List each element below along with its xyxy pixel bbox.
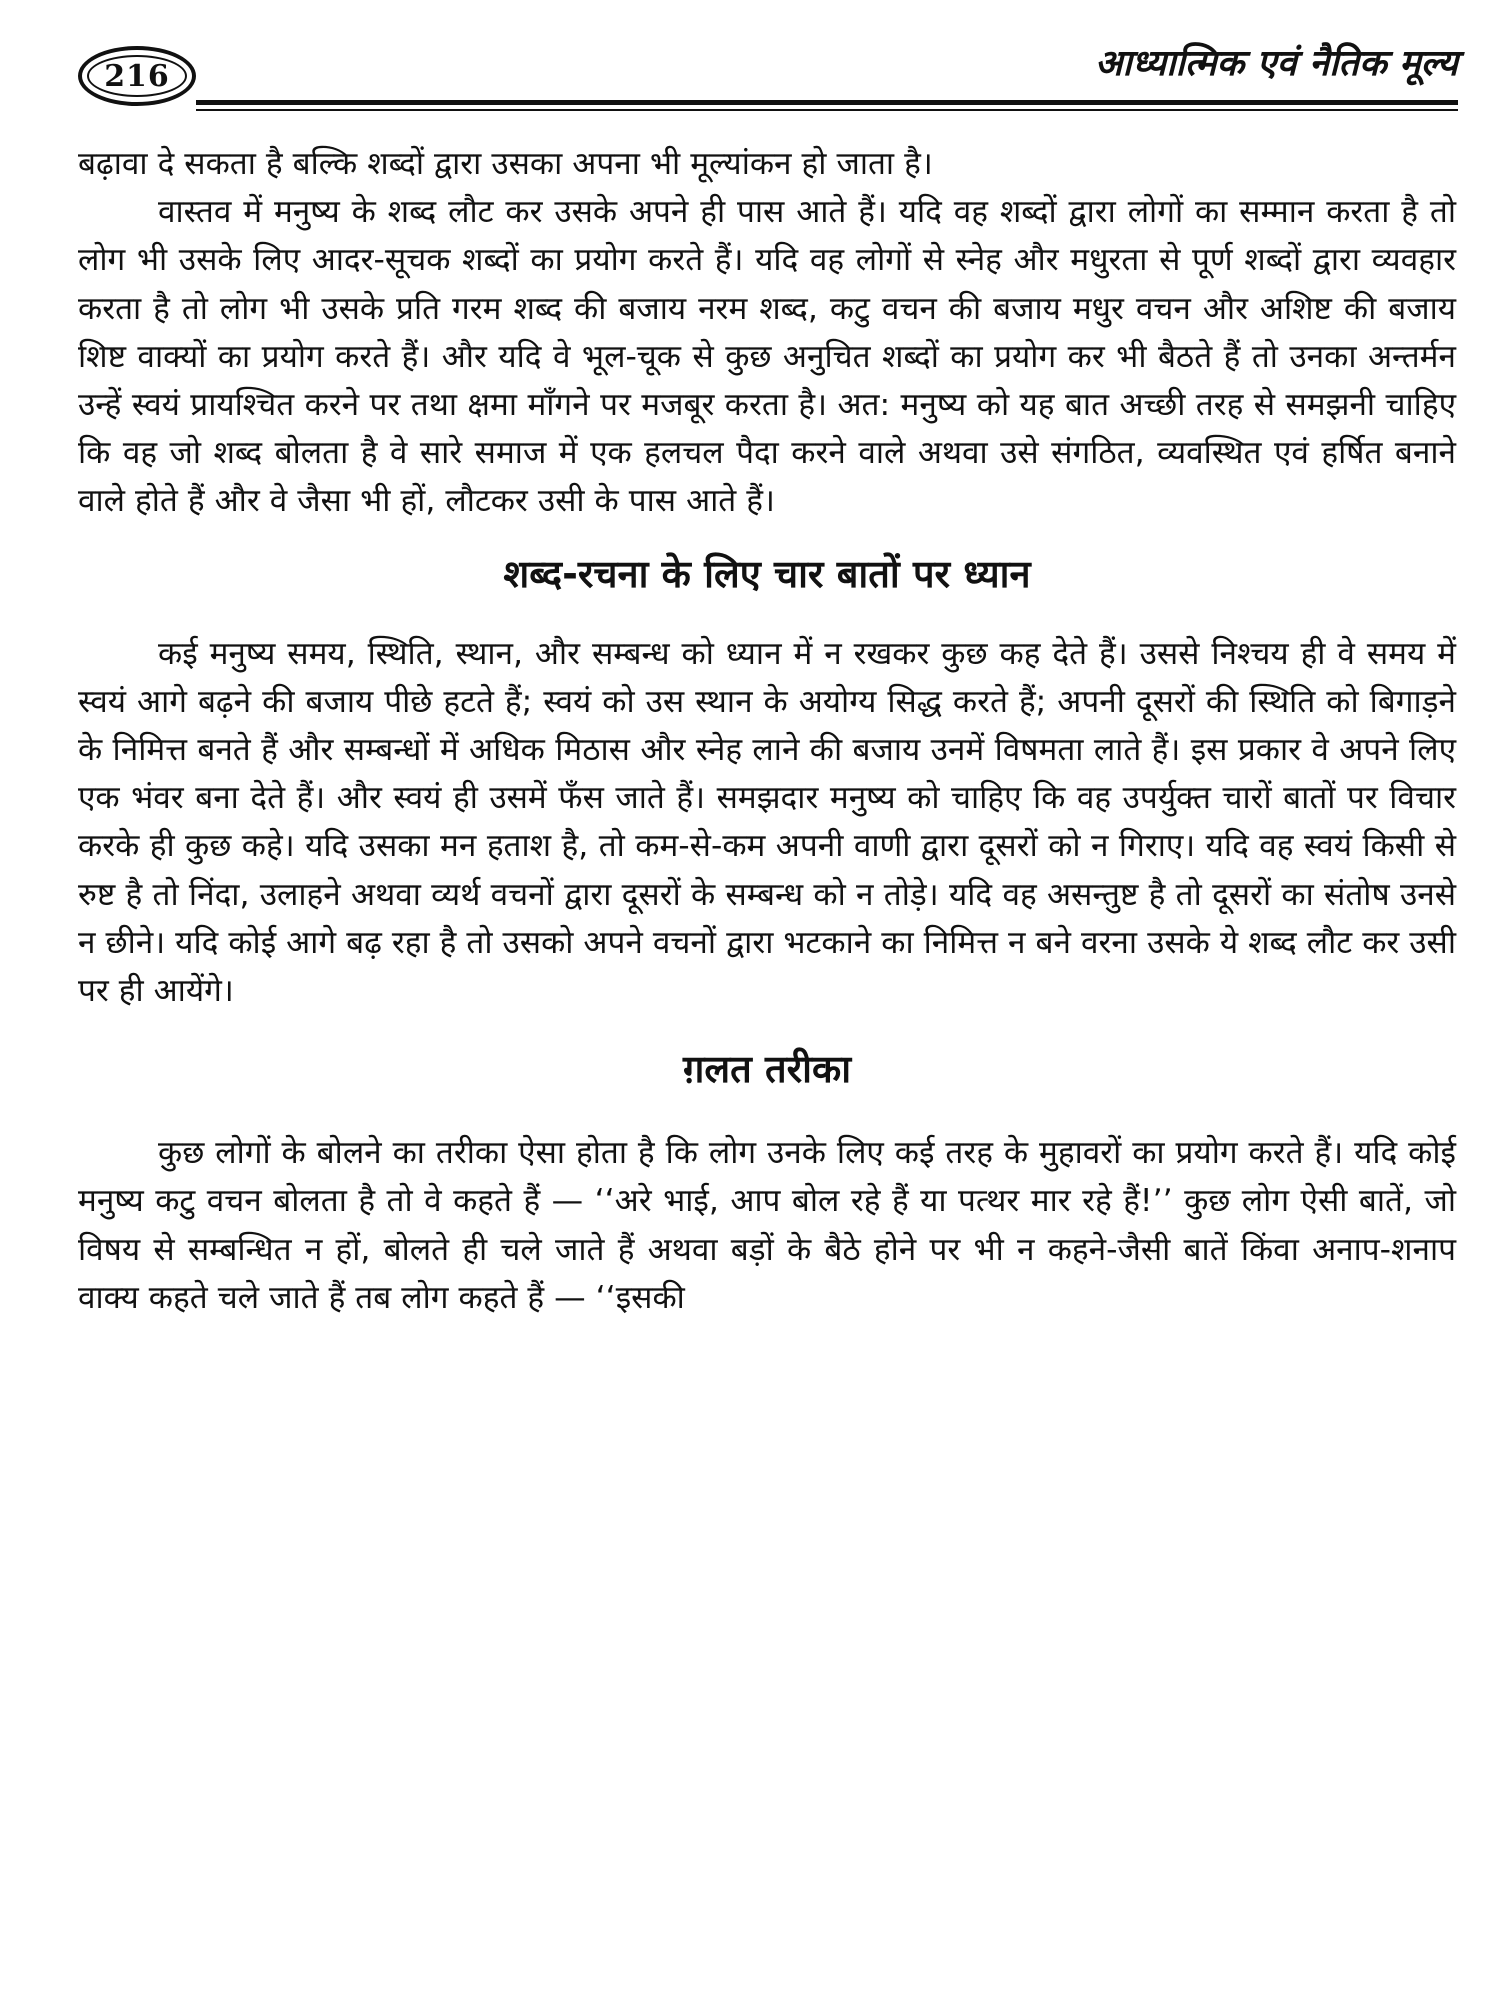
- section-heading-four-points: शब्द-रचना के लिए चार बातों पर ध्यान: [503, 551, 1031, 596]
- paragraph-continuation: बढ़ावा दे सकता है बल्कि शब्दों द्वारा उसका अपना भी मूल्यांकन हो जाता है।: [78, 146, 933, 182]
- header-rule-thick: [196, 100, 1458, 105]
- paragraph-wrong-way: कुछ लोगों के बोलने का तरीका ऐसा होता है कि लोग उनके लिए कई तरह के मुहावरों का प्रयोग करते हैं। यदि कोई मनुष्य कटु वचन बोलता है तो वे कहते हैं — ‘‘अरे भाई, आप बोल रहे हैं या पत्थर मार रहे हैं!’’ कुछ लोग ऐसी बातें, जो विषय से सम्बन्धित न हों, बोलते ही चले जाते हैं अथवा बड़ों के बैठे होने पर भी न कहने-जैसी बातें किंवा अनाप-शनाप वाक्य कहते चले जाते हैं तब लोग कहते हैं — ‘‘इसकी: [78, 1135, 1456, 1316]
- running-title: आध्यात्मिक एवं नैतिक मूल्य: [1094, 43, 1458, 84]
- page-number: 216: [104, 58, 170, 94]
- paragraph-four-points: कई मनुष्य समय, स्थिति, स्थान, और सम्बन्ध को ध्यान में न रखकर कुछ कह देते हैं। उससे निश्चय ही वे समय में स्वयं आगे बढ़ने की बजाय पीछे हटते हैं; स्वयं को उस स्थान के अयोग्य सिद्ध करते हैं; अपनी दूसरों की स्थिति को बिगाड़ने के निमित्त बनते हैं और सम्बन्धों में अधिक मिठास और स्नेह लाने की बजाय उनमें विषमता लाते हैं। इस प्रकार वे अपने लिए एक भंवर बना देते हैं। और स्वयं ही उसमें फँस जाते हैं। समझदार मनुष्य को चाहिए कि वह उपर्युक्त चारों बातों पर विचार करके ही कुछ कहे। यदि उसका मन हताश है, तो कम-से-कम अपनी वाणी द्वारा दूसरों को न गिराए। यदि वह स्वयं किसी से रुष्ट है तो निंदा, उलाहने अथवा व्यर्थ वचनों द्वारा दूसरों के सम्बन्ध को न तोड़े। यदि वह असन्तुष्ट है तो दूसरों का संतोष उनसे न छीने। यदि कोई आगे बढ़ रहा है तो उसको अपने वचनों द्वारा भटकाने का निमित्त न बने वरना उसके ये शब्द लौट कर उसी पर ही आयेंगे।: [78, 635, 1456, 1010]
- section-heading-wrong-way: ग़लत तरीका: [682, 1047, 852, 1092]
- page-body: [78, 140, 1456, 1322]
- page-header: [78, 40, 1458, 120]
- paragraph-words-return: वास्तव में मनुष्य के शब्द लौट कर उसके अपने ही पास आते हैं। यदि वह शब्दों द्वारा लोगों का सम्मान करता है तो लोग भी उसके लिए आदर-सूचक शब्दों का प्रयोग करते हैं। यदि वह लोगों से स्नेह और मधुरता से पूर्ण शब्दों द्वारा व्यवहार करता है तो लोग भी उसके प्रति गरम शब्द की बजाय नरम शब्द, कटु वचन की बजाय मधुर वचन और अशिष्ट की बजाय शिष्ट वाक्यों का प्रयोग करते हैं। और यदि वे भूल-चूक से कुछ अनुचित शब्दों का प्रयोग कर भी बैठते हैं तो उनका अन्तर्मन उन्हें स्वयं प्रायश्चित करने पर तथा क्षमा माँगने पर मजबूर करता है। अत: मनुष्य को यह बात अच्छी तरह से समझनी चाहिए कि वह जो शब्द बोलता है वे सारे समाज में एक हलचल पैदा करने वाले अथवा उसे संगठित, व्यवस्थित एवं हर्षित बनाने वाले होते हैं और वे जैसा भी हों, लौटकर उसी के पास आते हैं।: [78, 194, 1456, 520]
- page-number-badge: [78, 46, 196, 106]
- header-rule-thin: [196, 109, 1458, 111]
